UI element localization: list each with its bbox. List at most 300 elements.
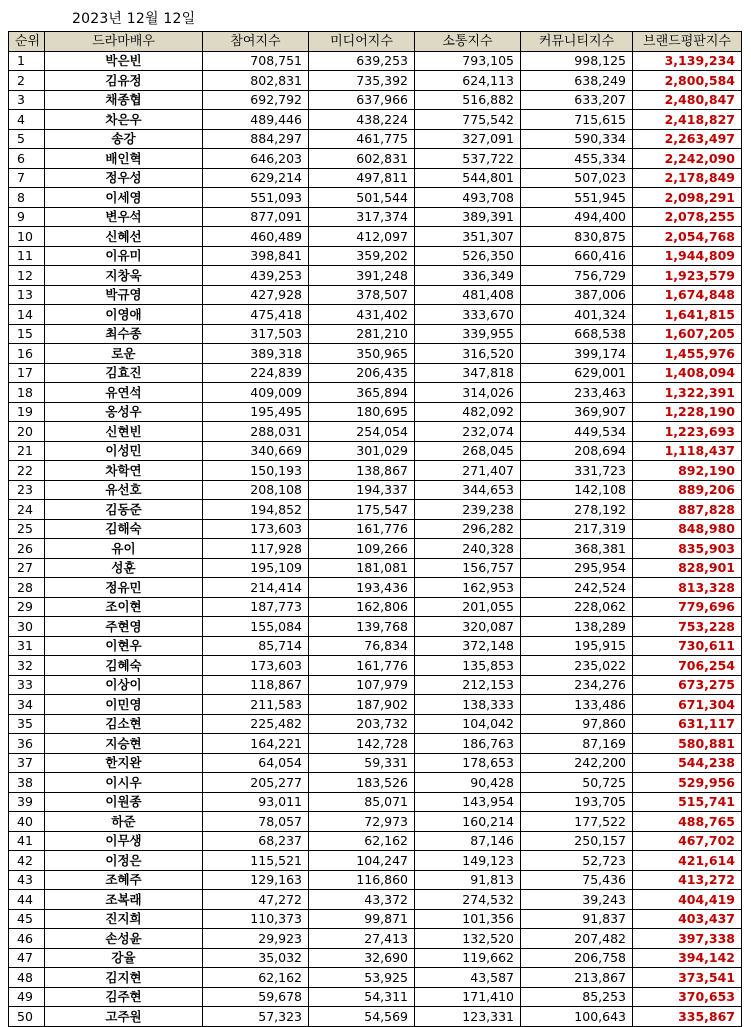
communication-cell: 149,123 [415, 851, 521, 871]
table-row [9, 227, 742, 247]
actor-name-cell: 옹성우 [45, 402, 203, 422]
communication-cell: 481,408 [415, 285, 521, 305]
actor-name-cell: 조혜주 [45, 870, 203, 890]
header-rank: 순위 [9, 32, 45, 52]
brand-index-cell: 403,437 [633, 909, 742, 929]
communication-cell: 87,146 [415, 831, 521, 851]
rank-cell: 33 [9, 675, 45, 695]
brand-index-cell: 2,800,584 [633, 71, 742, 91]
media-cell: 161,776 [309, 519, 415, 539]
communication-cell: 347,818 [415, 363, 521, 383]
rank-cell: 7 [9, 168, 45, 188]
community-cell: 401,324 [521, 305, 633, 325]
brand-index-cell: 2,054,768 [633, 227, 742, 247]
rank-cell: 34 [9, 695, 45, 715]
table-row [9, 188, 742, 208]
rank-cell: 11 [9, 246, 45, 266]
brand-index-cell: 1,322,391 [633, 383, 742, 403]
brand-index-cell: 835,903 [633, 539, 742, 559]
communication-cell: 240,328 [415, 539, 521, 559]
rank-cell: 21 [9, 441, 45, 461]
rank-cell: 17 [9, 363, 45, 383]
table-row [9, 812, 742, 832]
participation-cell: 187,773 [203, 597, 309, 617]
media-cell: 254,054 [309, 422, 415, 442]
table-row [9, 441, 742, 461]
rank-cell: 16 [9, 344, 45, 364]
participation-cell: 64,054 [203, 753, 309, 773]
media-cell: 104,247 [309, 851, 415, 871]
table-row [9, 948, 742, 968]
ranking-table-container [8, 31, 742, 1027]
community-cell: 235,022 [521, 656, 633, 676]
participation-cell: 35,032 [203, 948, 309, 968]
brand-index-cell: 2,178,849 [633, 168, 742, 188]
media-cell: 203,732 [309, 714, 415, 734]
actor-name-cell: 손성윤 [45, 929, 203, 949]
media-cell: 461,775 [309, 129, 415, 149]
communication-cell: 160,214 [415, 812, 521, 832]
rank-cell: 9 [9, 207, 45, 227]
community-cell: 91,837 [521, 909, 633, 929]
brand-index-cell: 1,228,190 [633, 402, 742, 422]
rank-cell: 15 [9, 324, 45, 344]
table-row [9, 851, 742, 871]
table-row [9, 246, 742, 266]
brand-index-cell: 828,901 [633, 558, 742, 578]
brand-index-cell: 779,696 [633, 597, 742, 617]
community-cell: 39,243 [521, 890, 633, 910]
media-cell: 109,266 [309, 539, 415, 559]
media-cell: 194,337 [309, 480, 415, 500]
community-cell: 590,334 [521, 129, 633, 149]
brand-index-cell: 544,238 [633, 753, 742, 773]
media-cell: 76,834 [309, 636, 415, 656]
table-row [9, 870, 742, 890]
community-cell: 295,954 [521, 558, 633, 578]
participation-cell: 708,751 [203, 51, 309, 71]
brand-index-cell: 753,228 [633, 617, 742, 637]
table-row [9, 363, 742, 383]
participation-cell: 117,928 [203, 539, 309, 559]
table-row [9, 519, 742, 539]
communication-cell: 143,954 [415, 792, 521, 812]
brand-index-cell: 1,923,579 [633, 266, 742, 286]
actor-name-cell: 정우성 [45, 168, 203, 188]
community-cell: 133,486 [521, 695, 633, 715]
rank-cell: 36 [9, 734, 45, 754]
brand-index-cell: 515,741 [633, 792, 742, 812]
communication-cell: 162,953 [415, 578, 521, 598]
rank-cell: 30 [9, 617, 45, 637]
participation-cell: 85,714 [203, 636, 309, 656]
brand-index-cell: 2,418,827 [633, 110, 742, 130]
community-cell: 494,400 [521, 207, 633, 227]
media-cell: 193,436 [309, 578, 415, 598]
brand-index-cell: 580,881 [633, 734, 742, 754]
actor-name-cell: 박은빈 [45, 51, 203, 71]
brand-index-cell: 397,338 [633, 929, 742, 949]
table-row [9, 968, 742, 988]
table-row [9, 675, 742, 695]
table-row [9, 129, 742, 149]
community-cell: 715,615 [521, 110, 633, 130]
communication-cell: 274,532 [415, 890, 521, 910]
table-row [9, 1007, 742, 1027]
brand-index-cell: 1,607,205 [633, 324, 742, 344]
table-body [9, 51, 742, 1026]
communication-cell: 296,282 [415, 519, 521, 539]
table-row [9, 558, 742, 578]
participation-cell: 629,214 [203, 168, 309, 188]
actor-name-cell: 이무생 [45, 831, 203, 851]
rank-cell: 22 [9, 461, 45, 481]
communication-cell: 123,331 [415, 1007, 521, 1027]
brand-index-cell: 373,541 [633, 968, 742, 988]
communication-cell: 389,391 [415, 207, 521, 227]
communication-cell: 232,074 [415, 422, 521, 442]
communication-cell: 775,542 [415, 110, 521, 130]
community-cell: 387,006 [521, 285, 633, 305]
media-cell: 501,544 [309, 188, 415, 208]
actor-name-cell: 진지희 [45, 909, 203, 929]
community-cell: 206,758 [521, 948, 633, 968]
participation-cell: 211,583 [203, 695, 309, 715]
rank-cell: 39 [9, 792, 45, 812]
actor-name-cell: 지창욱 [45, 266, 203, 286]
community-cell: 217,319 [521, 519, 633, 539]
participation-cell: 93,011 [203, 792, 309, 812]
table-row [9, 695, 742, 715]
community-cell: 629,001 [521, 363, 633, 383]
table-row [9, 617, 742, 637]
actor-name-cell: 정유민 [45, 578, 203, 598]
communication-cell: 186,763 [415, 734, 521, 754]
media-cell: 206,435 [309, 363, 415, 383]
rank-cell: 48 [9, 968, 45, 988]
header-media-index: 미디어지수 [309, 32, 415, 52]
table-row [9, 734, 742, 754]
media-cell: 317,374 [309, 207, 415, 227]
community-cell: 177,522 [521, 812, 633, 832]
community-cell: 52,723 [521, 851, 633, 871]
brand-index-cell: 488,765 [633, 812, 742, 832]
community-cell: 213,867 [521, 968, 633, 988]
media-cell: 180,695 [309, 402, 415, 422]
actor-name-cell: 변우석 [45, 207, 203, 227]
actor-name-cell: 김주현 [45, 987, 203, 1007]
participation-cell: 317,503 [203, 324, 309, 344]
media-cell: 53,925 [309, 968, 415, 988]
table-row [9, 773, 742, 793]
community-cell: 195,915 [521, 636, 633, 656]
actor-name-cell: 조이현 [45, 597, 203, 617]
rank-cell: 42 [9, 851, 45, 871]
table-row [9, 149, 742, 169]
participation-cell: 489,446 [203, 110, 309, 130]
rank-cell: 14 [9, 305, 45, 325]
table-row [9, 168, 742, 188]
communication-cell: 171,410 [415, 987, 521, 1007]
media-cell: 438,224 [309, 110, 415, 130]
media-cell: 639,253 [309, 51, 415, 71]
table-row [9, 110, 742, 130]
communication-cell: 201,055 [415, 597, 521, 617]
actor-name-cell: 송강 [45, 129, 203, 149]
media-cell: 43,372 [309, 890, 415, 910]
community-cell: 228,062 [521, 597, 633, 617]
community-cell: 369,907 [521, 402, 633, 422]
rank-cell: 38 [9, 773, 45, 793]
actor-name-cell: 채종협 [45, 90, 203, 110]
communication-cell: 320,087 [415, 617, 521, 637]
rank-cell: 46 [9, 929, 45, 949]
community-cell: 100,643 [521, 1007, 633, 1027]
participation-cell: 68,237 [203, 831, 309, 851]
actor-name-cell: 유선호 [45, 480, 203, 500]
actor-name-cell: 이정은 [45, 851, 203, 871]
table-row [9, 266, 742, 286]
actor-name-cell: 김해숙 [45, 519, 203, 539]
community-cell: 399,174 [521, 344, 633, 364]
community-cell: 507,023 [521, 168, 633, 188]
participation-cell: 62,162 [203, 968, 309, 988]
media-cell: 139,768 [309, 617, 415, 637]
actor-name-cell: 강율 [45, 948, 203, 968]
rank-cell: 25 [9, 519, 45, 539]
rank-cell: 35 [9, 714, 45, 734]
communication-cell: 624,113 [415, 71, 521, 91]
header-row [9, 32, 742, 52]
community-cell: 242,524 [521, 578, 633, 598]
header-actor: 드라마배우 [45, 32, 203, 52]
rank-cell: 19 [9, 402, 45, 422]
brand-index-cell: 892,190 [633, 461, 742, 481]
communication-cell: 239,238 [415, 500, 521, 520]
table-row [9, 909, 742, 929]
communication-cell: 135,853 [415, 656, 521, 676]
actor-name-cell: 이현우 [45, 636, 203, 656]
actor-name-cell: 배인혁 [45, 149, 203, 169]
actor-name-cell: 조복래 [45, 890, 203, 910]
media-cell: 27,413 [309, 929, 415, 949]
table-row [9, 324, 742, 344]
communication-cell: 793,105 [415, 51, 521, 71]
table-row [9, 480, 742, 500]
brand-index-cell: 2,242,090 [633, 149, 742, 169]
media-cell: 161,776 [309, 656, 415, 676]
communication-cell: 90,428 [415, 773, 521, 793]
actor-name-cell: 김유정 [45, 71, 203, 91]
actor-name-cell: 이유미 [45, 246, 203, 266]
actor-name-cell: 이영애 [45, 305, 203, 325]
brand-index-cell: 631,117 [633, 714, 742, 734]
community-cell: 998,125 [521, 51, 633, 71]
media-cell: 412,097 [309, 227, 415, 247]
rank-cell: 27 [9, 558, 45, 578]
brand-index-cell: 404,419 [633, 890, 742, 910]
communication-cell: 544,801 [415, 168, 521, 188]
participation-cell: 208,108 [203, 480, 309, 500]
media-cell: 378,507 [309, 285, 415, 305]
table-row [9, 344, 742, 364]
communication-cell: 372,148 [415, 636, 521, 656]
community-cell: 278,192 [521, 500, 633, 520]
rank-cell: 20 [9, 422, 45, 442]
rank-cell: 5 [9, 129, 45, 149]
brand-index-cell: 3,139,234 [633, 51, 742, 71]
community-cell: 138,289 [521, 617, 633, 637]
communication-cell: 212,153 [415, 675, 521, 695]
table-row [9, 636, 742, 656]
communication-cell: 104,042 [415, 714, 521, 734]
table-row [9, 90, 742, 110]
community-cell: 830,875 [521, 227, 633, 247]
community-cell: 193,705 [521, 792, 633, 812]
community-cell: 368,381 [521, 539, 633, 559]
actor-name-cell: 고주원 [45, 1007, 203, 1027]
rank-cell: 26 [9, 539, 45, 559]
participation-cell: 224,839 [203, 363, 309, 383]
brand-index-cell: 673,275 [633, 675, 742, 695]
participation-cell: 195,109 [203, 558, 309, 578]
communication-cell: 91,813 [415, 870, 521, 890]
communication-cell: 516,882 [415, 90, 521, 110]
participation-cell: 164,221 [203, 734, 309, 754]
participation-cell: 460,489 [203, 227, 309, 247]
media-cell: 181,081 [309, 558, 415, 578]
media-cell: 735,392 [309, 71, 415, 91]
community-cell: 756,729 [521, 266, 633, 286]
actor-name-cell: 이세영 [45, 188, 203, 208]
participation-cell: 173,603 [203, 519, 309, 539]
communication-cell: 43,587 [415, 968, 521, 988]
participation-cell: 389,318 [203, 344, 309, 364]
actor-name-cell: 김혜숙 [45, 656, 203, 676]
communication-cell: 526,350 [415, 246, 521, 266]
community-cell: 250,157 [521, 831, 633, 851]
participation-cell: 115,521 [203, 851, 309, 871]
actor-name-cell: 김동준 [45, 500, 203, 520]
actor-name-cell: 이시우 [45, 773, 203, 793]
rank-cell: 41 [9, 831, 45, 851]
community-cell: 233,463 [521, 383, 633, 403]
ranking-table [8, 31, 742, 1027]
rank-cell: 29 [9, 597, 45, 617]
table-row [9, 578, 742, 598]
community-cell: 234,276 [521, 675, 633, 695]
actor-name-cell: 신혜선 [45, 227, 203, 247]
table-row [9, 929, 742, 949]
community-cell: 97,860 [521, 714, 633, 734]
actor-name-cell: 하준 [45, 812, 203, 832]
brand-index-cell: 2,263,497 [633, 129, 742, 149]
communication-cell: 138,333 [415, 695, 521, 715]
communication-cell: 344,653 [415, 480, 521, 500]
participation-cell: 409,009 [203, 383, 309, 403]
table-row [9, 207, 742, 227]
header-communication-index: 소통지수 [415, 32, 521, 52]
brand-index-cell: 467,702 [633, 831, 742, 851]
header-participation-index: 참여지수 [203, 32, 309, 52]
table-row [9, 51, 742, 71]
media-cell: 54,311 [309, 987, 415, 1007]
community-cell: 50,725 [521, 773, 633, 793]
brand-index-cell: 1,223,693 [633, 422, 742, 442]
community-cell: 551,945 [521, 188, 633, 208]
brand-index-cell: 730,611 [633, 636, 742, 656]
communication-cell: 119,662 [415, 948, 521, 968]
table-row [9, 71, 742, 91]
community-cell: 87,169 [521, 734, 633, 754]
communication-cell: 336,349 [415, 266, 521, 286]
rank-cell: 18 [9, 383, 45, 403]
brand-index-cell: 2,480,847 [633, 90, 742, 110]
brand-index-cell: 421,614 [633, 851, 742, 871]
rank-cell: 2 [9, 71, 45, 91]
brand-index-cell: 1,674,848 [633, 285, 742, 305]
media-cell: 142,728 [309, 734, 415, 754]
communication-cell: 537,722 [415, 149, 521, 169]
communication-cell: 493,708 [415, 188, 521, 208]
communication-cell: 316,520 [415, 344, 521, 364]
media-cell: 54,569 [309, 1007, 415, 1027]
table-row [9, 714, 742, 734]
date-label: 2023년 12월 12일 [72, 11, 196, 27]
rank-cell: 37 [9, 753, 45, 773]
rank-cell: 4 [9, 110, 45, 130]
communication-cell: 156,757 [415, 558, 521, 578]
community-cell: 331,723 [521, 461, 633, 481]
media-cell: 431,402 [309, 305, 415, 325]
participation-cell: 110,373 [203, 909, 309, 929]
actor-name-cell: 주현영 [45, 617, 203, 637]
rank-cell: 10 [9, 227, 45, 247]
table-row [9, 422, 742, 442]
participation-cell: 340,669 [203, 441, 309, 461]
communication-cell: 333,670 [415, 305, 521, 325]
actor-name-cell: 최수종 [45, 324, 203, 344]
participation-cell: 551,093 [203, 188, 309, 208]
brand-index-cell: 706,254 [633, 656, 742, 676]
rank-cell: 3 [9, 90, 45, 110]
brand-index-cell: 813,328 [633, 578, 742, 598]
media-cell: 359,202 [309, 246, 415, 266]
community-cell: 207,482 [521, 929, 633, 949]
media-cell: 637,966 [309, 90, 415, 110]
brand-index-cell: 887,828 [633, 500, 742, 520]
brand-index-cell: 394,142 [633, 948, 742, 968]
participation-cell: 155,084 [203, 617, 309, 637]
actor-name-cell: 김효진 [45, 363, 203, 383]
participation-cell: 195,495 [203, 402, 309, 422]
communication-cell: 351,307 [415, 227, 521, 247]
header-community-index: 커뮤니티지수 [521, 32, 633, 52]
table-row [9, 539, 742, 559]
participation-cell: 173,603 [203, 656, 309, 676]
participation-cell: 78,057 [203, 812, 309, 832]
table-row [9, 461, 742, 481]
participation-cell: 57,323 [203, 1007, 309, 1027]
rank-cell: 1 [9, 51, 45, 71]
rank-cell: 45 [9, 909, 45, 929]
media-cell: 99,871 [309, 909, 415, 929]
media-cell: 138,867 [309, 461, 415, 481]
table-row [9, 500, 742, 520]
communication-cell: 271,407 [415, 461, 521, 481]
communication-cell: 132,520 [415, 929, 521, 949]
table-row [9, 792, 742, 812]
